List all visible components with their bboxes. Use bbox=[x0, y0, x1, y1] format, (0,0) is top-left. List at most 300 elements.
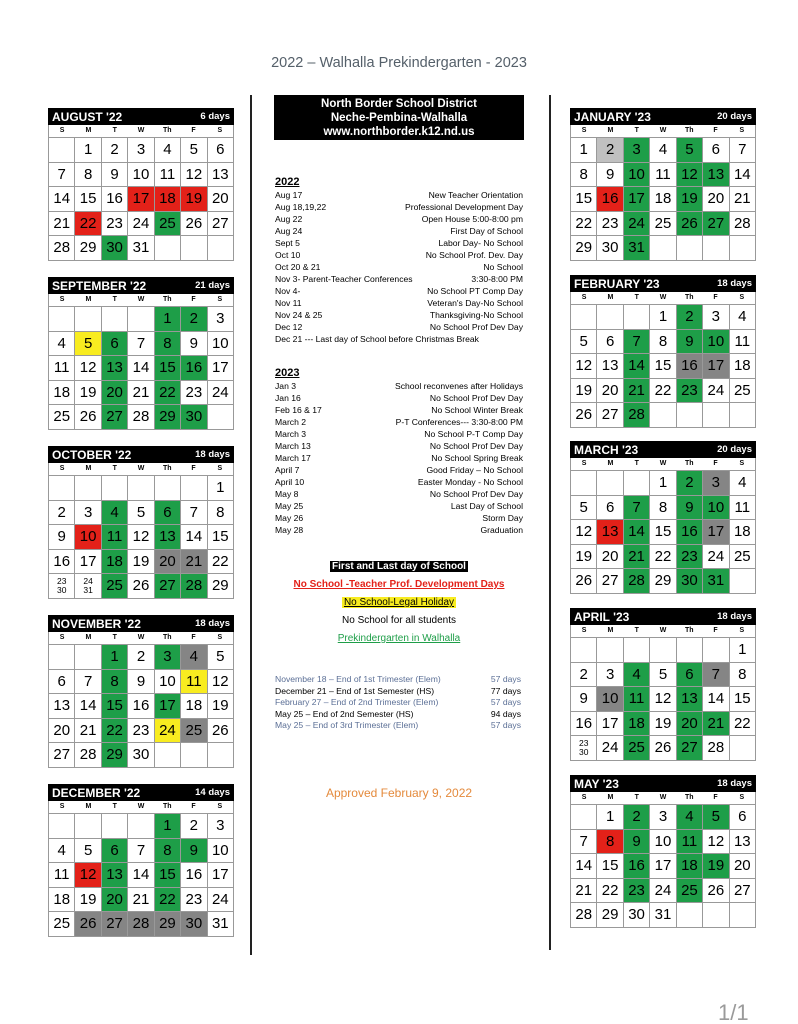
empty-day-cell bbox=[571, 305, 597, 330]
day-cell: 2 bbox=[677, 471, 703, 496]
event-row bbox=[275, 416, 523, 428]
event-row bbox=[275, 404, 523, 416]
day-cell: 4 bbox=[730, 305, 756, 330]
day-cell: 7 bbox=[181, 501, 207, 526]
weekday-label: W bbox=[659, 460, 667, 467]
day-cell: 29 bbox=[208, 574, 234, 599]
calendar-header bbox=[48, 615, 234, 632]
weekday-label: S bbox=[581, 627, 587, 634]
day-cell: 5 bbox=[650, 663, 676, 688]
day-cell: 13 bbox=[155, 525, 181, 550]
day-cell: 21 bbox=[624, 379, 650, 404]
day-cell: 14 bbox=[128, 356, 154, 381]
day-cell: 30 bbox=[624, 903, 650, 928]
weekday-label: W bbox=[137, 127, 145, 134]
weekday-header bbox=[570, 458, 756, 470]
day-cell: 15 bbox=[102, 694, 128, 719]
day-cell: 25 bbox=[49, 405, 75, 430]
event-description: No School Prof Dev Day bbox=[429, 322, 523, 332]
day-cell: 19 bbox=[677, 187, 703, 212]
event-description: No School Prof Dev Day bbox=[429, 441, 523, 451]
month-name: OCTOBER '22 bbox=[52, 447, 132, 462]
event-description: No School Spring Break bbox=[431, 453, 523, 463]
day-cell: 18 bbox=[677, 854, 703, 879]
day-cell: 26 bbox=[128, 574, 154, 599]
day-cell: 20 bbox=[677, 712, 703, 737]
calendar-january-23 bbox=[570, 108, 756, 261]
day-cell: 4 bbox=[677, 805, 703, 830]
day-cell: 24 bbox=[128, 212, 154, 237]
event-date: Aug 24 bbox=[275, 226, 303, 236]
day-cell: 10 bbox=[703, 330, 729, 355]
day-cell: 24 bbox=[624, 212, 650, 237]
empty-day-cell bbox=[730, 569, 756, 594]
day-cell: 11 bbox=[730, 330, 756, 355]
legend-prek bbox=[274, 633, 524, 644]
day-cell: 30 bbox=[102, 236, 128, 261]
day-cell: 4 bbox=[181, 645, 207, 670]
calendar-february-23 bbox=[570, 275, 756, 428]
weekday-label: Th bbox=[163, 803, 172, 810]
day-cell: 18 bbox=[49, 888, 75, 913]
day-cell: 7 bbox=[730, 138, 756, 163]
day-cell: 1 bbox=[730, 638, 756, 663]
day-cell: 21 bbox=[49, 212, 75, 237]
day-cell: 8 bbox=[102, 670, 128, 695]
day-cell: 22 bbox=[650, 545, 676, 570]
day-cell: 23 30 bbox=[571, 736, 597, 761]
month-name: FEBRUARY '23 bbox=[574, 276, 660, 291]
day-cell: 25 bbox=[730, 379, 756, 404]
weekday-header bbox=[570, 292, 756, 304]
day-cell: 10 bbox=[703, 496, 729, 521]
day-cell: 6 bbox=[208, 138, 234, 163]
day-cell: 13 bbox=[102, 356, 128, 381]
day-cell: 6 bbox=[677, 663, 703, 688]
day-cell: 12 bbox=[677, 163, 703, 188]
empty-day-cell bbox=[102, 307, 128, 332]
day-cell: 17 bbox=[75, 550, 101, 575]
weekday-label: F bbox=[713, 794, 718, 801]
calendar-august-22 bbox=[48, 108, 234, 261]
weekday-label: W bbox=[137, 803, 145, 810]
empty-day-cell bbox=[75, 645, 101, 670]
day-cell: 4 bbox=[650, 138, 676, 163]
day-cell: 14 bbox=[128, 863, 154, 888]
day-cell: 26 bbox=[75, 405, 101, 430]
empty-day-cell bbox=[181, 476, 207, 501]
empty-day-cell bbox=[155, 236, 181, 261]
day-cell: 13 bbox=[208, 163, 234, 188]
day-cell: 17 bbox=[208, 356, 234, 381]
empty-day-cell bbox=[597, 305, 623, 330]
empty-day-cell bbox=[128, 307, 154, 332]
event-row bbox=[275, 225, 523, 237]
day-cell: 24 bbox=[208, 381, 234, 406]
approved-date: Approved February 9, 2022 bbox=[325, 786, 473, 800]
weekday-label: T bbox=[634, 127, 639, 134]
day-cell: 16 bbox=[181, 863, 207, 888]
day-cell: 2 bbox=[128, 645, 154, 670]
day-cell: 3 bbox=[208, 814, 234, 839]
event-description: Easter Monday - No School bbox=[417, 477, 523, 487]
legend-prof-dev bbox=[274, 579, 524, 590]
weekday-label: M bbox=[85, 127, 92, 134]
day-cell: 29 bbox=[155, 405, 181, 430]
empty-day-cell bbox=[571, 638, 597, 663]
day-cell: 23 bbox=[102, 212, 128, 237]
event-date: Dec 12 bbox=[275, 322, 303, 332]
day-cell: 11 bbox=[677, 830, 703, 855]
calendar-december-22 bbox=[48, 784, 234, 937]
day-cell: 12 bbox=[703, 830, 729, 855]
day-cell: 12 bbox=[571, 354, 597, 379]
empty-day-cell bbox=[624, 638, 650, 663]
day-cell: 19 bbox=[650, 712, 676, 737]
term-label: November 18 – End of 1st Trimester (Elem) bbox=[275, 674, 441, 684]
calendar-header bbox=[48, 108, 234, 125]
empty-day-cell bbox=[730, 736, 756, 761]
day-cell: 16 bbox=[128, 694, 154, 719]
event-description: Storm Day bbox=[482, 513, 523, 523]
day-cell: 12 bbox=[181, 163, 207, 188]
weekday-label: S bbox=[59, 803, 65, 810]
empty-day-cell bbox=[677, 236, 703, 261]
day-cell: 29 bbox=[650, 569, 676, 594]
day-grid bbox=[48, 306, 234, 430]
weekday-label: Th bbox=[685, 460, 694, 467]
day-cell: 19 bbox=[703, 854, 729, 879]
day-cell: 27 bbox=[155, 574, 181, 599]
weekday-label: S bbox=[217, 127, 223, 134]
day-grid bbox=[570, 304, 756, 428]
weekday-label: T bbox=[112, 296, 117, 303]
weekday-label: S bbox=[739, 627, 745, 634]
school-days-count: 18 days bbox=[717, 611, 752, 622]
empty-day-cell bbox=[650, 236, 676, 261]
day-cell: 9 bbox=[181, 839, 207, 864]
event-description: No School Prof. Dev. Day bbox=[425, 250, 523, 260]
empty-day-cell bbox=[75, 814, 101, 839]
empty-day-cell bbox=[677, 638, 703, 663]
weekday-label: M bbox=[607, 460, 614, 467]
empty-day-cell bbox=[624, 305, 650, 330]
empty-day-cell bbox=[571, 471, 597, 496]
day-cell: 20 bbox=[49, 719, 75, 744]
day-cell: 18 bbox=[624, 712, 650, 737]
day-cell: 24 31 bbox=[75, 574, 101, 599]
school-days-count: 6 days bbox=[200, 111, 230, 122]
day-grid bbox=[570, 804, 756, 928]
day-cell: 9 bbox=[571, 687, 597, 712]
day-cell: 8 bbox=[155, 332, 181, 357]
weekday-label: S bbox=[217, 634, 223, 641]
day-cell: 2 bbox=[181, 814, 207, 839]
day-cell: 6 bbox=[730, 805, 756, 830]
day-cell: 6 bbox=[102, 839, 128, 864]
day-cell: 12 bbox=[128, 525, 154, 550]
day-cell: 1 bbox=[571, 138, 597, 163]
weekday-label: W bbox=[137, 296, 145, 303]
district-header bbox=[274, 95, 524, 140]
day-cell: 7 bbox=[624, 496, 650, 521]
day-cell: 2 bbox=[181, 307, 207, 332]
day-cell: 6 bbox=[102, 332, 128, 357]
empty-day-cell bbox=[597, 638, 623, 663]
day-cell: 30 bbox=[597, 236, 623, 261]
day-cell: 13 bbox=[102, 863, 128, 888]
day-grid bbox=[48, 475, 234, 599]
day-cell: 14 bbox=[703, 687, 729, 712]
weekday-label: F bbox=[713, 127, 718, 134]
event-date: April 10 bbox=[275, 477, 305, 487]
weekday-label: Th bbox=[163, 127, 172, 134]
district-url: www.northborder.k12.nd.us bbox=[323, 126, 475, 138]
legend-legal-holiday bbox=[274, 597, 524, 608]
weekday-header bbox=[48, 801, 234, 813]
empty-day-cell bbox=[650, 403, 676, 428]
day-cell: 13 bbox=[597, 354, 623, 379]
weekday-label: M bbox=[607, 127, 614, 134]
day-cell: 2 bbox=[597, 138, 623, 163]
day-cell: 28 bbox=[128, 405, 154, 430]
empty-day-cell bbox=[597, 471, 623, 496]
weekday-label: S bbox=[59, 634, 65, 641]
day-cell: 19 bbox=[571, 545, 597, 570]
weekday-label: W bbox=[659, 627, 667, 634]
day-cell: 20 bbox=[208, 187, 234, 212]
weekday-label: S bbox=[739, 127, 745, 134]
empty-day-cell bbox=[49, 307, 75, 332]
weekday-header bbox=[570, 125, 756, 137]
day-cell: 21 bbox=[703, 712, 729, 737]
day-cell: 22 bbox=[155, 381, 181, 406]
weekday-label: W bbox=[659, 127, 667, 134]
legend-first-last bbox=[274, 561, 524, 572]
day-cell: 23 bbox=[624, 879, 650, 904]
day-cell: 17 bbox=[208, 863, 234, 888]
day-cell: 15 bbox=[155, 356, 181, 381]
day-cell: 9 bbox=[677, 496, 703, 521]
weekday-label: S bbox=[739, 794, 745, 801]
day-cell: 14 bbox=[49, 187, 75, 212]
day-cell: 15 bbox=[155, 863, 181, 888]
event-date: May 8 bbox=[275, 489, 299, 499]
weekday-label: Th bbox=[685, 627, 694, 634]
day-cell: 14 bbox=[181, 525, 207, 550]
event-description: Graduation bbox=[480, 525, 523, 535]
day-cell: 24 bbox=[650, 879, 676, 904]
day-cell: 12 bbox=[571, 520, 597, 545]
day-cell: 8 bbox=[597, 830, 623, 855]
weekday-header bbox=[48, 125, 234, 137]
day-cell: 14 bbox=[624, 520, 650, 545]
event-row bbox=[275, 333, 523, 345]
day-cell: 2 bbox=[49, 501, 75, 526]
weekday-label: Th bbox=[163, 465, 172, 472]
day-cell: 13 bbox=[49, 694, 75, 719]
term-row bbox=[275, 708, 521, 720]
day-cell: 25 bbox=[624, 736, 650, 761]
event-row bbox=[275, 380, 523, 392]
day-cell: 1 bbox=[155, 814, 181, 839]
weekday-label: F bbox=[191, 296, 196, 303]
weekday-label: S bbox=[581, 460, 587, 467]
school-days-count: 18 days bbox=[195, 449, 230, 460]
day-cell: 23 bbox=[597, 212, 623, 237]
day-cell: 27 bbox=[102, 405, 128, 430]
day-cell: 11 bbox=[49, 356, 75, 381]
day-cell: 20 bbox=[102, 888, 128, 913]
day-cell: 23 bbox=[128, 719, 154, 744]
day-cell: 26 bbox=[677, 212, 703, 237]
empty-day-cell bbox=[181, 743, 207, 768]
empty-day-cell bbox=[703, 638, 729, 663]
event-description: P-T Conferences--- 3:30-8:00 PM bbox=[395, 417, 523, 427]
event-date: Jan 3 bbox=[275, 381, 297, 391]
day-cell: 20 bbox=[597, 545, 623, 570]
day-cell: 18 bbox=[730, 520, 756, 545]
event-description: Thanksgiving-No School bbox=[429, 310, 523, 320]
event-row bbox=[275, 476, 523, 488]
district-name: North Border School District bbox=[321, 98, 477, 110]
day-cell: 29 bbox=[155, 912, 181, 937]
event-row bbox=[275, 452, 523, 464]
event-description: Veteran's Day-No School bbox=[427, 298, 523, 308]
day-cell: 26 bbox=[181, 212, 207, 237]
weekday-header bbox=[48, 632, 234, 644]
day-cell: 1 bbox=[155, 307, 181, 332]
day-cell: 15 bbox=[730, 687, 756, 712]
empty-day-cell bbox=[677, 903, 703, 928]
day-cell: 15 bbox=[597, 854, 623, 879]
day-cell: 4 bbox=[49, 839, 75, 864]
empty-day-cell bbox=[155, 476, 181, 501]
day-cell: 27 bbox=[208, 212, 234, 237]
day-cell: 25 bbox=[155, 212, 181, 237]
term-days: 57 days bbox=[490, 674, 521, 684]
year-2023-heading: 2023 bbox=[275, 367, 300, 379]
empty-day-cell bbox=[208, 236, 234, 261]
day-cell: 24 bbox=[703, 379, 729, 404]
event-description: Professional Development Day bbox=[405, 202, 523, 212]
day-cell: 1 bbox=[75, 138, 101, 163]
day-cell: 12 bbox=[650, 687, 676, 712]
weekday-label: S bbox=[739, 460, 745, 467]
day-cell: 11 bbox=[624, 687, 650, 712]
term-days: 77 days bbox=[490, 685, 521, 696]
empty-day-cell bbox=[102, 476, 128, 501]
day-cell: 25 bbox=[102, 574, 128, 599]
day-cell: 30 bbox=[128, 743, 154, 768]
day-cell: 9 bbox=[102, 163, 128, 188]
event-date: Nov 3- Parent-Teacher Conferences bbox=[275, 274, 413, 284]
school-days-count: 18 days bbox=[717, 278, 752, 289]
day-grid bbox=[48, 813, 234, 937]
day-cell: 19 bbox=[181, 187, 207, 212]
day-cell: 20 bbox=[703, 187, 729, 212]
term-label: February 27 – End of 2nd Trimester (Elem) bbox=[275, 697, 439, 707]
day-cell: 11 bbox=[155, 163, 181, 188]
day-cell: 28 bbox=[128, 912, 154, 937]
legend-prof-dev-label: No School -Teacher Prof. Development Days bbox=[293, 579, 505, 590]
event-date: Jan 16 bbox=[275, 393, 301, 403]
school-days-count: 21 days bbox=[195, 280, 230, 291]
day-cell: 7 bbox=[624, 330, 650, 355]
day-cell: 22 bbox=[102, 719, 128, 744]
day-cell: 13 bbox=[677, 687, 703, 712]
day-cell: 22 bbox=[75, 212, 101, 237]
event-row bbox=[275, 213, 523, 225]
day-cell: 1 bbox=[650, 471, 676, 496]
event-description: Last Day of School bbox=[450, 501, 523, 511]
day-cell: 29 bbox=[75, 236, 101, 261]
month-name: APRIL '23 bbox=[574, 609, 630, 624]
day-grid bbox=[570, 637, 756, 761]
day-cell: 20 bbox=[730, 854, 756, 879]
day-cell: 11 bbox=[49, 863, 75, 888]
calendar-header bbox=[48, 277, 234, 294]
weekday-label: T bbox=[112, 465, 117, 472]
day-cell: 15 bbox=[650, 354, 676, 379]
day-cell: 27 bbox=[703, 212, 729, 237]
day-cell: 29 bbox=[571, 236, 597, 261]
day-cell: 20 bbox=[155, 550, 181, 575]
day-cell: 15 bbox=[75, 187, 101, 212]
day-cell: 6 bbox=[597, 496, 623, 521]
day-cell: 10 bbox=[650, 830, 676, 855]
day-cell: 20 bbox=[597, 379, 623, 404]
day-cell: 28 bbox=[181, 574, 207, 599]
weekday-header bbox=[570, 792, 756, 804]
day-cell: 26 bbox=[571, 569, 597, 594]
day-cell: 29 bbox=[102, 743, 128, 768]
year-2022-heading: 2022 bbox=[275, 176, 300, 188]
event-date: Nov 4- bbox=[275, 286, 301, 296]
empty-day-cell bbox=[730, 403, 756, 428]
empty-day-cell bbox=[703, 903, 729, 928]
weekday-label: S bbox=[581, 127, 587, 134]
event-row bbox=[275, 464, 523, 476]
day-cell: 5 bbox=[75, 839, 101, 864]
day-cell: 27 bbox=[597, 569, 623, 594]
day-cell: 18 bbox=[650, 187, 676, 212]
page-indicator: 1/1 bbox=[718, 1000, 749, 1024]
day-cell: 18 bbox=[181, 694, 207, 719]
empty-day-cell bbox=[677, 403, 703, 428]
weekday-label: S bbox=[217, 803, 223, 810]
day-cell: 3 bbox=[624, 138, 650, 163]
calendar-march-23 bbox=[570, 441, 756, 594]
empty-day-cell bbox=[571, 805, 597, 830]
day-cell: 14 bbox=[624, 354, 650, 379]
day-cell: 7 bbox=[703, 663, 729, 688]
event-row bbox=[275, 189, 523, 201]
day-cell: 10 bbox=[208, 839, 234, 864]
day-cell: 4 bbox=[155, 138, 181, 163]
day-cell: 8 bbox=[650, 496, 676, 521]
event-description: School reconvenes after Holidays bbox=[394, 381, 523, 391]
weekday-label: Th bbox=[685, 127, 694, 134]
day-cell: 7 bbox=[128, 839, 154, 864]
event-description: New Teacher Orientation bbox=[428, 190, 523, 200]
term-row bbox=[275, 696, 521, 708]
legend-first-last-label: First and Last day of School bbox=[332, 561, 466, 572]
day-cell: 21 bbox=[128, 381, 154, 406]
day-cell: 21 bbox=[571, 879, 597, 904]
day-cell: 23 bbox=[181, 888, 207, 913]
event-date: Oct 20 & 21 bbox=[275, 262, 321, 272]
